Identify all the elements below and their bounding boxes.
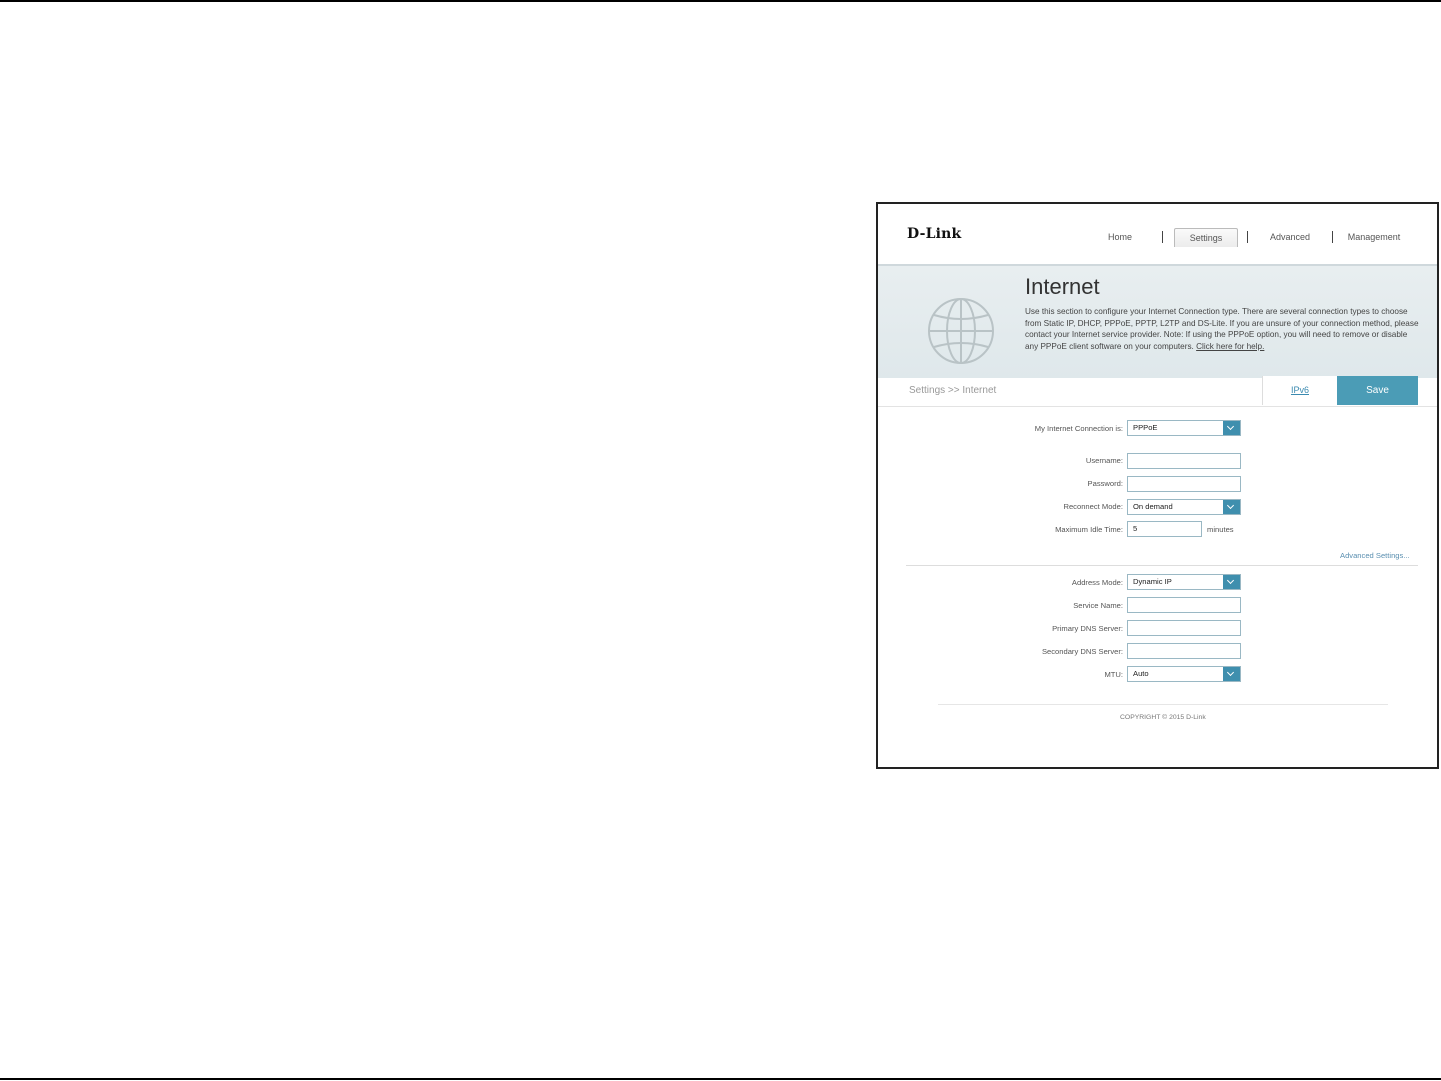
footer-divider <box>938 704 1388 705</box>
help-link[interactable]: Click here for help. <box>1196 341 1265 351</box>
breadcrumb: Settings >> Internet <box>909 385 997 396</box>
action-toolbar <box>878 376 1437 407</box>
dlink-logo: D-Link <box>907 226 962 242</box>
reconnect-mode-value: On demand <box>1133 502 1173 511</box>
primary-dns-label: Primary DNS Server: <box>1052 624 1123 633</box>
username-label: Username: <box>1085 456 1123 465</box>
description-text: Use this section to configure your Internet Connection type. There are several connection types to choose from Static IP, DHCP, PPPoE, PPTP, L2TP and DS-Lite. If you are unsure of your connection method, please contact your Internet service provider. Note: If using the PPPoE option, you will need to remove or disable any PPPoE client software on your computers. <box>1025 307 1419 351</box>
page-title: Internet <box>1025 274 1100 299</box>
chevron-down-icon <box>1223 500 1240 514</box>
mtu-value: Auto <box>1133 669 1149 678</box>
page-bottom-rule <box>0 1078 1441 1080</box>
primary-dns-input[interactable] <box>1127 620 1241 636</box>
service-name-label: Service Name: <box>1073 601 1123 610</box>
router-ui-screenshot <box>876 202 1439 769</box>
chevron-down-icon <box>1223 421 1240 435</box>
connection-type-select[interactable] <box>1127 420 1241 436</box>
page-top-rule <box>0 0 1441 2</box>
page-description <box>1025 306 1420 352</box>
password-input[interactable] <box>1127 476 1241 492</box>
secondary-dns-input[interactable] <box>1127 643 1241 659</box>
nav-settings[interactable]: Settings <box>1174 228 1238 247</box>
top-nav <box>878 228 1437 248</box>
max-idle-time-label: Maximum Idle Time: <box>1055 525 1123 534</box>
nav-management[interactable]: Management <box>1347 232 1401 242</box>
copyright: COPYRIGHT © 2015 D-Link <box>1120 714 1206 721</box>
address-mode-select[interactable] <box>1127 574 1241 590</box>
username-input[interactable] <box>1127 453 1241 469</box>
mtu-label: MTU: <box>1104 670 1123 679</box>
max-idle-time-input[interactable]: 5 <box>1127 521 1202 537</box>
section-divider <box>906 565 1418 566</box>
address-mode-label: Address Mode: <box>1071 578 1123 587</box>
nav-separator <box>1332 231 1333 243</box>
advanced-settings-link[interactable]: Advanced Settings... <box>1340 551 1410 560</box>
nav-separator <box>1162 231 1163 243</box>
mtu-select[interactable] <box>1127 666 1241 682</box>
service-name-input[interactable] <box>1127 597 1241 613</box>
chevron-down-icon <box>1223 575 1240 589</box>
nav-advanced[interactable]: Advanced <box>1269 232 1311 242</box>
nav-home[interactable]: Home <box>1107 232 1132 242</box>
connection-type-value: PPPoE <box>1133 423 1158 432</box>
ipv6-link[interactable]: IPv6 <box>1262 376 1337 405</box>
secondary-dns-label: Secondary DNS Server: <box>1041 647 1123 656</box>
idle-time-unit: minutes <box>1207 525 1234 534</box>
globe-icon <box>926 296 996 366</box>
nav-separator <box>1247 231 1248 243</box>
address-mode-value: Dynamic IP <box>1133 577 1172 586</box>
password-label: Password: <box>1087 479 1123 488</box>
reconnect-mode-label: Reconnect Mode: <box>1063 502 1123 511</box>
chevron-down-icon <box>1223 667 1240 681</box>
connection-type-label: My Internet Connection is: <box>1034 424 1123 433</box>
save-button[interactable]: Save <box>1337 376 1418 405</box>
reconnect-mode-select[interactable] <box>1127 499 1241 515</box>
